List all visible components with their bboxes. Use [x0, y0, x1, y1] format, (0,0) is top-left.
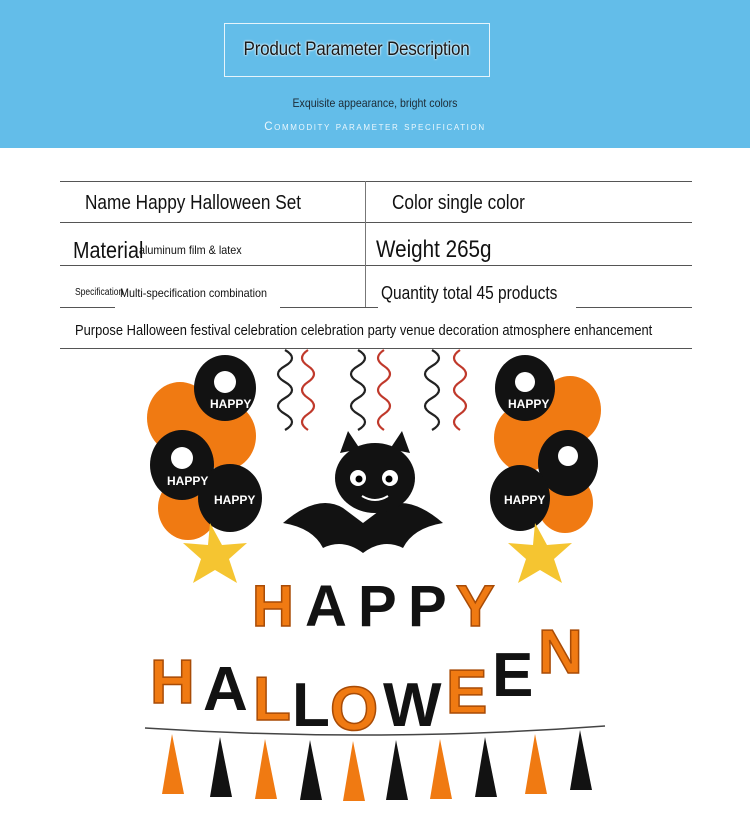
banner-caption: Commodity parameter specification — [264, 121, 486, 133]
svg-text:W: W — [383, 671, 442, 740]
param-weight: Weight 265g — [376, 236, 492, 263]
svg-text:E: E — [492, 641, 534, 710]
product-photo — [140, 348, 610, 809]
banner-subtitle: Exquisite appearance, bright colors — [292, 96, 458, 110]
svg-text:L: L — [292, 671, 330, 740]
halloween-set-illustration — [140, 348, 610, 809]
parameter-table — [0, 148, 750, 353]
svg-text:L: L — [253, 665, 291, 734]
param-material-label: Material — [73, 237, 144, 263]
bat-balloon — [283, 431, 443, 553]
svg-text:HAPPY: HAPPY — [167, 474, 209, 488]
param-spec-value: Multi-specification combination — [120, 286, 268, 300]
svg-text:N: N — [538, 618, 583, 687]
svg-text:HAPPY: HAPPY — [504, 493, 546, 507]
header-banner — [0, 0, 750, 148]
svg-text:Y: Y — [456, 574, 495, 639]
table-rule — [60, 222, 692, 223]
svg-text:P: P — [408, 574, 447, 639]
svg-text:HAPPY: HAPPY — [210, 397, 252, 411]
svg-text:A: A — [203, 655, 248, 724]
table-rule — [60, 181, 692, 182]
param-purpose: Purpose Halloween festival celebration celebration party venue decoration atmosphere enhancement — [75, 322, 653, 339]
param-quantity: Quantity total 45 products — [381, 283, 558, 303]
svg-text:O: O — [330, 675, 379, 744]
title-frame — [224, 23, 490, 77]
svg-text:H: H — [252, 574, 294, 639]
letter-balloons — [150, 574, 583, 744]
svg-text:HAPPY: HAPPY — [214, 493, 256, 507]
svg-text:H: H — [150, 648, 195, 717]
svg-text:A: A — [305, 574, 347, 639]
left-balloon-cluster — [147, 355, 262, 540]
svg-text:P: P — [358, 574, 397, 639]
svg-text:E: E — [446, 658, 488, 727]
param-spec-label: Specification — [75, 287, 124, 298]
right-balloon-cluster — [490, 355, 601, 533]
param-material-value: aluminum film & latex — [139, 243, 242, 257]
param-name: Name Happy Halloween Set — [85, 192, 302, 214]
svg-text:HAPPY: HAPPY — [508, 397, 550, 411]
swirl-decorations — [278, 350, 466, 430]
table-divider — [365, 181, 366, 307]
param-color: Color single color — [392, 192, 525, 214]
page-title: Product Parameter Description — [244, 39, 470, 60]
table-rule — [60, 265, 692, 266]
